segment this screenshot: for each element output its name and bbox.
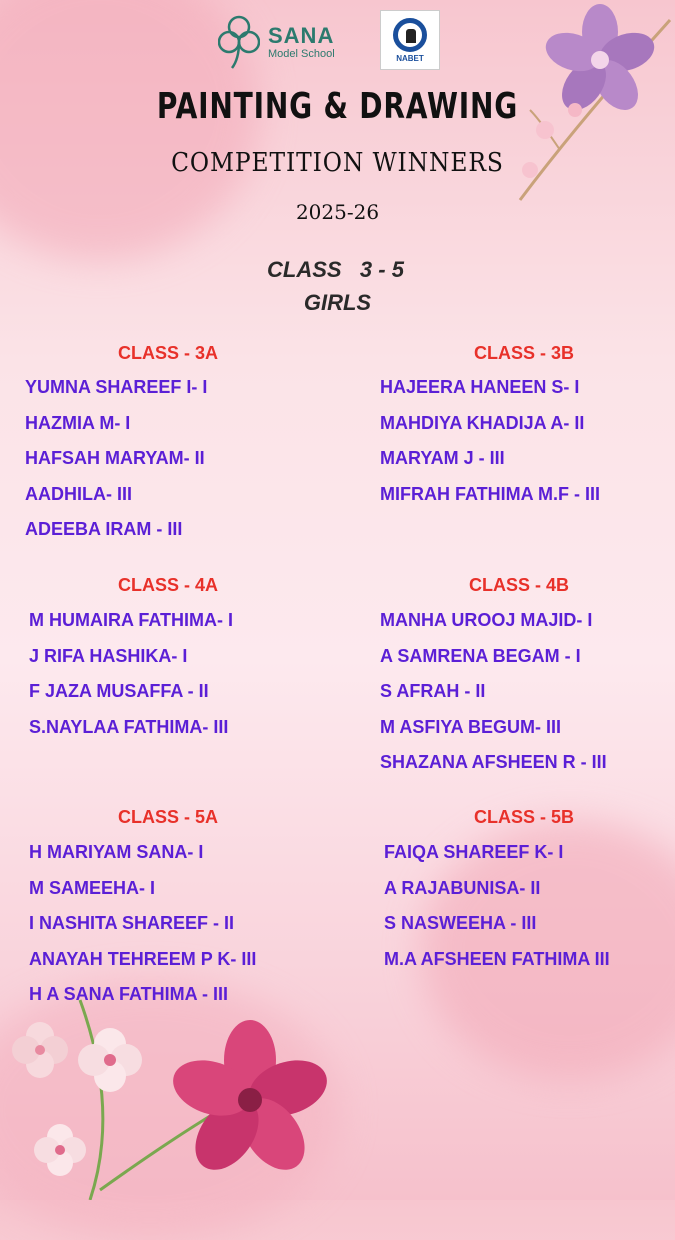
list-item: H A SANA FATHIMA - III <box>29 984 228 1004</box>
list-item: YUMNA SHAREEF I- I <box>25 377 208 397</box>
section-title-4b: CLASS - 4B <box>469 575 570 595</box>
bottom-left-flower-decoration <box>0 990 330 1200</box>
list-item: HAFSAH MARYAM- II <box>25 448 205 468</box>
winner-list-3b <box>380 370 600 512</box>
class-range: CLASS 3 - 5 <box>267 257 404 282</box>
nabet-label: NABET <box>396 53 424 63</box>
list-item: J RIFA HASHIKA- I <box>29 645 188 666</box>
section-title-5a: CLASS - 5A <box>118 807 219 827</box>
nabet-emblem-icon <box>393 18 427 52</box>
list-item: FAIQA SHAREEF K- I <box>384 842 564 862</box>
logo-subtitle: Model School <box>268 48 335 60</box>
list-item: S NASWEEHA - III <box>384 913 537 933</box>
school-logo <box>218 14 335 70</box>
list-item: MAHDIYA KHADIJA A- II <box>380 412 585 433</box>
list-item: MANHA UROOJ MAJID- I <box>380 610 593 630</box>
list-item: H MARIYAM SANA- I <box>29 842 204 862</box>
section-title-3b: CLASS - 3B <box>474 343 575 363</box>
winner-list-3a <box>25 370 207 548</box>
section-title-4a: CLASS - 4A <box>118 575 219 595</box>
list-item: M SAMEEHA- I <box>29 877 155 898</box>
winner-list-4a <box>29 603 233 745</box>
page-subtitle: COMPETITION WINNERS <box>171 148 504 178</box>
page-title: PAINTING & DRAWING <box>156 86 519 127</box>
list-item: S.NAYLAA FATHIMA- III <box>29 716 229 737</box>
nabet-badge <box>380 10 440 70</box>
list-item: HAJEERA HANEEN S- I <box>380 377 580 397</box>
academic-year: 2025-26 <box>295 200 380 224</box>
list-item: HAZMIA M- I <box>25 412 131 433</box>
clover-logo-icon <box>218 14 260 70</box>
group-label: GIRLS <box>303 290 372 315</box>
winner-list-5a <box>29 835 256 1013</box>
list-item: SHAZANA AFSHEEN R - III <box>380 752 607 772</box>
list-item: MARYAM J - III <box>380 448 505 468</box>
winner-list-5b <box>384 835 610 977</box>
list-item: AADHILA- III <box>25 483 132 504</box>
logo-name: SANA <box>268 23 335 48</box>
list-item: F JAZA MUSAFFA - II <box>29 681 209 701</box>
list-item: A SAMRENA BEGAM - I <box>380 645 581 666</box>
list-item: ANAYAH TEHREEM P K- III <box>29 948 257 969</box>
list-item: I NASHITA SHAREEF - II <box>29 913 235 933</box>
list-item: M HUMAIRA FATHIMA- I <box>29 610 233 630</box>
section-title-3a: CLASS - 3A <box>118 343 219 363</box>
list-item: A RAJABUNISA- II <box>384 877 541 898</box>
winner-list-4b <box>380 603 607 781</box>
list-item: M ASFIYA BEGUM- III <box>380 716 562 737</box>
list-item: M.A AFSHEEN FATHIMA III <box>384 948 610 969</box>
list-item: ADEEBA IRAM - III <box>25 519 183 539</box>
list-item: S AFRAH - II <box>380 681 486 701</box>
section-title-5b: CLASS - 5B <box>474 807 575 827</box>
list-item: MIFRAH FATHIMA M.F - III <box>380 483 600 504</box>
